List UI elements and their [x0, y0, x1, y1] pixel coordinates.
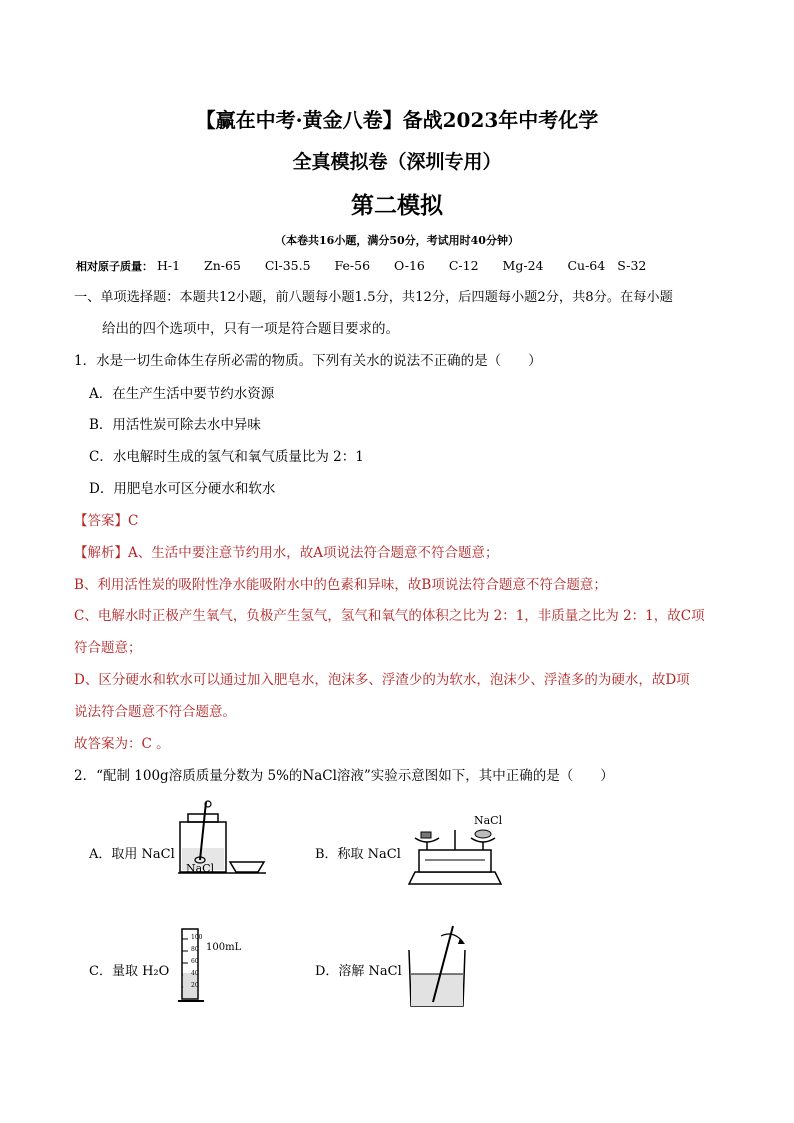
q1-option-c: C．水电解时生成的氢气和氧气质量比为 2：1	[89, 449, 364, 465]
exam-note: （本卷共16小题，满分50分，考试用时40分钟）	[275, 234, 519, 247]
atomic-masses-label: 相对原子质量：	[76, 260, 153, 273]
q1-answer: 【答案】C	[74, 513, 139, 529]
q1-analysis-line: C、电解水时正极产生氧气，负极产生氢气，氢气和氧气的体积之比为 2：1，非质量之比为 2：1，故C项	[74, 608, 705, 624]
figure-c-tick: 20	[191, 982, 199, 989]
q1-stem: 1．水是一切生命体生存所必需的物质。下列有关水的说法不正确的是（ ）	[74, 353, 542, 369]
q1-analysis-line: B、利用活性炭的吸附性净水能吸附水中的色素和异味，故B项说法符合题意不符合题意；	[74, 577, 607, 593]
atomic-mass-item: C-12	[448, 258, 479, 273]
atomic-mass-item: O-16	[394, 258, 425, 273]
q1-option-a: A．在生产生活中要节约水资源	[89, 386, 275, 402]
q1-analysis-line: 说法符合题意不符合题意。	[74, 704, 236, 720]
atomic-mass-item: Zn-65	[204, 258, 241, 273]
exam-title: 【赢在中考·黄金八卷】备战2023年中考化学	[195, 108, 599, 132]
atomic-mass-item: Mg-24	[502, 258, 544, 273]
exam-subtitle: 全真模拟卷（深圳专用）	[292, 151, 502, 173]
section-instructions-line1: 一、单项选择题：本题共12小题，前八题每小题1.5分，共12分，后四题每小题2分，共8分。在每小题	[74, 290, 673, 305]
figure-c-ticks	[191, 932, 202, 992]
q1-option-b: B．用活性炭可除去水中异味	[89, 417, 261, 433]
q1-option-d: D．用肥皂水可区分硬水和软水	[89, 481, 276, 497]
figure-c-tick: 80	[191, 946, 199, 953]
atomic-mass-item: Fe-56	[334, 258, 371, 273]
q1-analysis-line: 符合题意；	[74, 640, 142, 656]
figure-b-balance	[405, 820, 505, 888]
q1-conclusion: 故答案为：C 。	[74, 736, 170, 752]
figure-c-tick: 100	[191, 934, 203, 941]
q2-option-a-label: A．取用 NaCl	[89, 847, 175, 862]
atomic-masses	[76, 258, 666, 274]
figure-d-beaker	[405, 920, 475, 1010]
q1-analysis-line: 【解析】A、生活中要注意节约用水，故A项说法符合题意不符合题意；	[74, 545, 499, 561]
figure-c-tick: 60	[191, 958, 199, 965]
figure-c-volume-label: 100mL	[206, 942, 242, 953]
figure-a-nacl-label: NaCl	[186, 862, 215, 875]
q2-option-b-label: B．称取 NaCl	[315, 847, 401, 862]
section-instructions-line2: 给出的四个选项中，只有一项是符合题目要求的。	[102, 321, 399, 337]
q2-option-d-label: D．溶解 NaCl	[315, 964, 402, 979]
q2-option-c-label: C．量取 H₂O	[89, 964, 170, 979]
q1-analysis-line: D、区分硬水和软水可以通过加入肥皂水，泡沫多、浮渣少的为软水，泡沫少、浮渣多的为硬水，故D项	[74, 672, 690, 688]
figure-b-nacl-label: NaCl	[474, 814, 503, 827]
figure-c-tick: 40	[191, 970, 199, 977]
atomic-mass-item: Cl-35.5	[264, 258, 311, 273]
atomic-mass-item: H-1	[156, 258, 181, 273]
q2-stem: 2．“配制 100g溶质质量分数为 5%的NaCl溶液”实验示意图如下，其中正确的是（ ）	[74, 768, 614, 784]
atomic-mass-item: Cu-64	[567, 258, 606, 273]
exam-round-title: 第二模拟	[351, 192, 443, 219]
atomic-mass-item: S-32	[617, 258, 647, 273]
